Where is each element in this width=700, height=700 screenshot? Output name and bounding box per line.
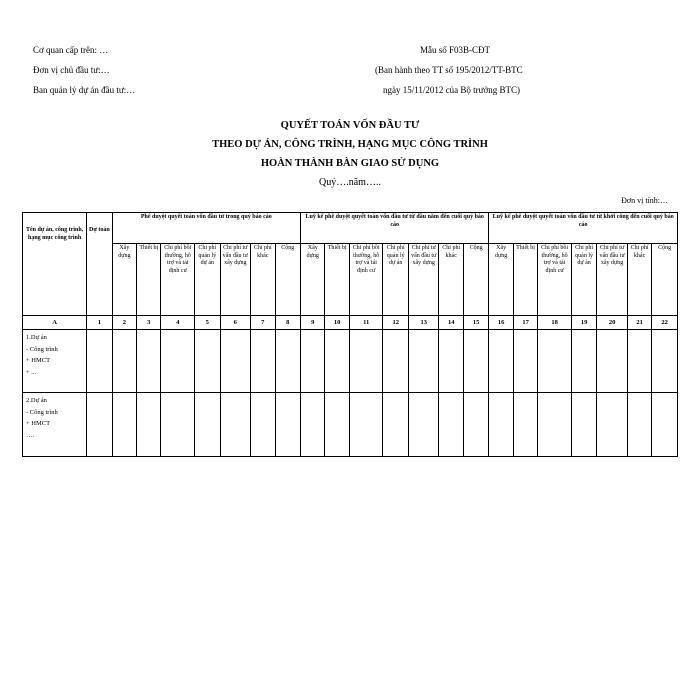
work-label: - Công trình — [26, 408, 58, 416]
data-cell — [652, 393, 678, 457]
data-cell — [597, 393, 628, 457]
more-label: + ... — [26, 368, 37, 376]
data-cell — [439, 393, 463, 457]
item-label: + HMCT — [26, 420, 51, 427]
data-cell — [571, 330, 596, 393]
table-row — [23, 393, 678, 457]
column-header: Chi phí khác — [627, 244, 651, 316]
form-number: Mẫu số F03B-CĐT — [420, 45, 491, 55]
investor-unit: Đơn vị chủ đầu tư:… — [33, 65, 110, 75]
data-cell — [87, 330, 112, 393]
data-cell — [408, 393, 439, 457]
column-header: Xây dựng — [112, 244, 136, 316]
row-label-cell — [23, 393, 87, 457]
title-line-1: QUYẾT TOÁN VỐN ĐẦU TƯ — [280, 120, 420, 131]
data-cell — [538, 393, 572, 457]
reporting-period: Quý….năm….. — [319, 177, 381, 188]
data-cell — [301, 393, 325, 457]
data-cell — [652, 330, 678, 393]
index-cell: 1 — [87, 316, 112, 330]
index-cell: 18 — [538, 316, 572, 330]
title-line-3: HOÀN THÀNH BÀN GIAO SỬ DỤNG — [260, 158, 440, 169]
data-cell — [513, 393, 537, 457]
index-cell: 7 — [251, 316, 275, 330]
index-cell: 20 — [597, 316, 628, 330]
index-cell: 4 — [161, 316, 195, 330]
data-cell — [275, 393, 301, 457]
column-header: Chi phí khác — [439, 244, 463, 316]
column-header: Cộng — [463, 244, 488, 316]
project-label: 1.Dự án — [26, 334, 47, 341]
data-cell — [275, 330, 301, 393]
index-cell: 9 — [301, 316, 325, 330]
index-cell: 13 — [408, 316, 439, 330]
data-cell — [87, 393, 112, 457]
data-cell — [489, 330, 513, 393]
data-cell — [489, 393, 513, 457]
data-cell — [251, 330, 275, 393]
data-cell — [251, 393, 275, 457]
index-cell: 19 — [571, 316, 596, 330]
column-header: Chi phí tư vấn đầu tư xây dựng — [597, 244, 628, 316]
index-cell: 2 — [112, 316, 136, 330]
column-header: Chi phí quản lý dự án — [571, 244, 596, 316]
data-cell — [513, 330, 537, 393]
data-cell — [408, 330, 439, 393]
column-header: Thiết bị — [325, 244, 349, 316]
index-cell: 16 — [489, 316, 513, 330]
item-label: + HMCT — [26, 357, 51, 364]
data-cell — [463, 393, 488, 457]
title-line-2: THEO DỰ ÁN, CÔNG TRÌNH, HẠNG MỤC CÔNG TRÌNH — [212, 139, 488, 150]
project-label: 2.Dự án — [26, 397, 47, 404]
col-estimate-header: Dự toán — [87, 213, 112, 316]
index-cell: A — [23, 316, 87, 330]
data-cell — [301, 330, 325, 393]
column-header: Cộng — [652, 244, 678, 316]
data-cell — [383, 393, 408, 457]
index-cell: 22 — [652, 316, 678, 330]
index-cell: 5 — [195, 316, 220, 330]
issued-date: ngày 15/11/2012 của Bộ trưởng BTC) — [383, 85, 521, 95]
data-cell — [220, 330, 251, 393]
more-label: …. — [26, 431, 35, 439]
index-row — [23, 316, 678, 330]
data-cell — [349, 393, 383, 457]
work-label: - Công trình — [26, 345, 58, 353]
data-cell — [220, 393, 251, 457]
index-cell: 14 — [439, 316, 463, 330]
data-cell — [195, 330, 220, 393]
column-header: Chi phí tư vấn đầu tư xây dựng — [220, 244, 251, 316]
column-header: Xây dựng — [301, 244, 325, 316]
data-cell — [349, 330, 383, 393]
index-cell: 15 — [463, 316, 488, 330]
col-project-name-header: Tên dự án, công trình, hạng mục công trình — [23, 213, 87, 316]
settlement-table — [22, 212, 678, 457]
column-header: Chi phí tư vấn đầu tư xây dựng — [408, 244, 439, 316]
index-cell: 10 — [325, 316, 349, 330]
data-cell — [112, 393, 136, 457]
data-cell — [439, 330, 463, 393]
column-header: Chi phí bồi thường, hỗ trợ và tái định cư — [538, 244, 572, 316]
data-cell — [325, 330, 349, 393]
column-header: Chi phí quản lý dự án — [383, 244, 408, 316]
group-header-quarter: Phê duyệt quyết toán vốn đầu tư trong quý báo cáo — [112, 213, 300, 244]
column-header: Chi phí khác — [251, 244, 275, 316]
column-header: Chi phí bồi thường, hỗ trợ và tái định cư — [161, 244, 195, 316]
data-cell — [137, 393, 161, 457]
column-header: Thiết bị — [513, 244, 537, 316]
data-cell — [383, 330, 408, 393]
column-header: Chi phí quản lý dự án — [195, 244, 220, 316]
issued-under: (Ban hành theo TT số 195/2012/TT-BTC — [375, 65, 523, 75]
index-cell: 8 — [275, 316, 301, 330]
group-header-year-to-date: Luỹ kế phê duyệt quyết toán vốn đầu tư từ đầu năm đến cuối quý báo cáo — [301, 213, 489, 244]
index-cell: 17 — [513, 316, 537, 330]
data-cell — [538, 330, 572, 393]
data-cell — [161, 393, 195, 457]
index-cell: 12 — [383, 316, 408, 330]
column-header: Cộng — [275, 244, 301, 316]
data-cell — [195, 393, 220, 457]
column-header: Xây dựng — [489, 244, 513, 316]
data-cell — [597, 330, 628, 393]
index-cell: 3 — [137, 316, 161, 330]
column-header: Thiết bị — [137, 244, 161, 316]
parent-agency: Cơ quan cấp trên: … — [33, 45, 109, 55]
group-header-since-start: Luỹ kế phê duyệt quyết toán vốn đầu tư từ khởi công đến cuối quý báo cáo — [489, 213, 678, 244]
data-cell — [627, 393, 651, 457]
column-header: Chi phí bồi thường, hỗ trợ và tái định cư — [349, 244, 383, 316]
data-cell — [627, 330, 651, 393]
data-cell — [463, 330, 488, 393]
data-cell — [112, 330, 136, 393]
row-label-cell — [23, 330, 87, 393]
data-cell — [571, 393, 596, 457]
index-cell: 21 — [627, 316, 651, 330]
index-cell: 11 — [349, 316, 383, 330]
project-management-board: Ban quản lý dự án đầu tư:… — [33, 85, 136, 95]
index-cell: 6 — [220, 316, 251, 330]
data-cell — [325, 393, 349, 457]
unit-label: Đơn vị tính:… — [621, 196, 668, 205]
data-cell — [137, 330, 161, 393]
table-row — [23, 330, 678, 393]
data-cell — [161, 330, 195, 393]
